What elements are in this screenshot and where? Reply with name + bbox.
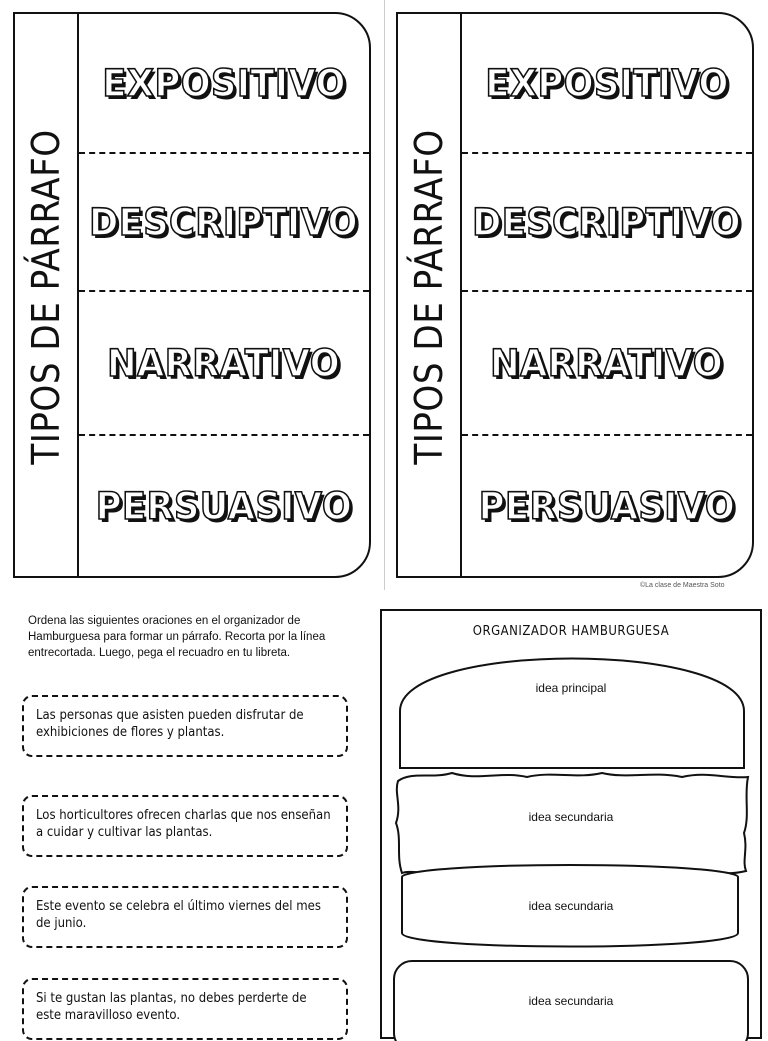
hamburger-drawing — [382, 611, 764, 1041]
tab-narrativo — [79, 292, 369, 436]
tab-narrativo — [462, 292, 752, 436]
label-idea-secundaria-3: idea secundaria — [528, 994, 614, 1008]
spine-title: TIPOS DE PÁRRAFO — [407, 129, 451, 465]
sentence-text: Si te gustan las plantas, no debes perderte de este maravilloso evento. — [36, 991, 307, 1023]
label-idea-principal: idea principal — [535, 681, 607, 695]
tab-label: NARRATIVO — [490, 341, 724, 385]
sentence-card[interactable] — [22, 795, 348, 857]
tab-label: DESCRIPTIVO — [472, 200, 742, 244]
tab-label: EXPOSITIVO — [485, 61, 729, 105]
foldable-left — [13, 12, 371, 578]
hamburger-organizer — [380, 609, 762, 1039]
lettuce-shape — [396, 773, 748, 875]
sentence-card[interactable] — [22, 695, 348, 757]
sentence-text: Las personas que asisten pueden disfrutar de exhibiciones de flores y plantas. — [36, 708, 304, 740]
tab-descriptivo — [462, 154, 752, 292]
label-idea-secundaria-2: idea secundaria — [528, 899, 614, 913]
copyright-credit: ©La clase de Maestra Soto — [640, 582, 725, 589]
tab-label: EXPOSITIVO — [102, 61, 346, 105]
tab-descriptivo — [79, 154, 369, 292]
foldable-spine — [15, 14, 79, 576]
tab-expositivo — [462, 14, 752, 154]
sentence-card[interactable] — [22, 978, 348, 1040]
foldable-right — [396, 12, 754, 578]
top-bun-shape — [400, 659, 744, 769]
activity-instructions: Ordena las siguientes oraciones en el organizador de Hamburguesa para formar un párrafo. Recorta por la línea entrecortada. Luego, pega el recuadro en tu libreta. — [28, 615, 326, 659]
spine-title: TIPOS DE PÁRRAFO — [24, 129, 68, 465]
sentence-card[interactable] — [22, 886, 348, 948]
tab-label: DESCRIPTIVO — [89, 200, 359, 244]
tab-label: PERSUASIVO — [95, 484, 353, 528]
tab-expositivo — [79, 14, 369, 154]
sentence-text: Los horticultores ofrecen charlas que nos enseñan a cuidar y cultivar las plantas. — [36, 808, 331, 840]
tab-label: NARRATIVO — [107, 341, 341, 385]
tab-label: PERSUASIVO — [478, 484, 736, 528]
label-idea-secundaria-1: idea secundaria — [528, 810, 614, 824]
page-divider — [384, 0, 385, 590]
organizer-title: ORGANIZADOR HAMBURGUESA — [472, 624, 670, 639]
foldable-spine — [398, 14, 462, 576]
sentence-text: Este evento se celebra el último viernes del mes de junio. — [36, 899, 321, 931]
tab-persuasivo — [462, 436, 752, 576]
tab-persuasivo — [79, 436, 369, 576]
